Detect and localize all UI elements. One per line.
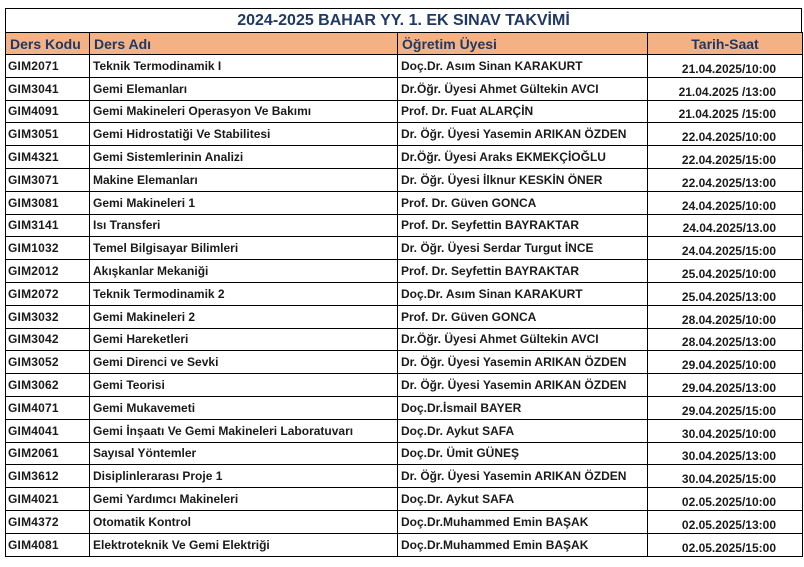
- cell-course-code[interactable]: GIM4091: [6, 100, 90, 123]
- cell-date-time[interactable]: 30.04.2025/10:00: [648, 419, 803, 442]
- cell-date-time[interactable]: 22.04.2025/15:00: [648, 146, 803, 169]
- cell-course-code[interactable]: GIM4071: [6, 396, 90, 419]
- cell-instructor[interactable]: Dr. Öğr. Üyesi Yasemin ARIKAN ÖZDEN: [398, 465, 648, 488]
- cell-instructor[interactable]: Doç.Dr. Ümit GÜNEŞ: [398, 442, 648, 465]
- cell-course-name[interactable]: Gemi Makineleri 1: [90, 191, 398, 214]
- cell-course-code[interactable]: GIM3042: [6, 328, 90, 351]
- cell-course-code[interactable]: GIM4041: [6, 419, 90, 442]
- cell-course-name[interactable]: Gemi Hidrostatiği Ve Stabilitesi: [90, 123, 398, 146]
- cell-course-code[interactable]: GIM3052: [6, 351, 90, 374]
- table-row: [6, 237, 803, 260]
- table-row: [6, 168, 803, 191]
- cell-instructor[interactable]: Prof. Dr. Güven GONCA: [398, 191, 648, 214]
- header-course-code[interactable]: Ders Kodu: [6, 33, 90, 55]
- cell-instructor[interactable]: Doç.Dr. Asım Sinan KARAKURT: [398, 55, 648, 78]
- table-row: [6, 282, 803, 305]
- table-row: [6, 465, 803, 488]
- table-row: [6, 510, 803, 533]
- cell-course-name[interactable]: Makine Elemanları: [90, 168, 398, 191]
- cell-course-name[interactable]: Gemi Mukavemeti: [90, 396, 398, 419]
- cell-course-code[interactable]: GIM4021: [6, 488, 90, 511]
- cell-date-time[interactable]: 21.04.2025 /15:00: [648, 100, 803, 123]
- cell-course-code[interactable]: GIM3081: [6, 191, 90, 214]
- table-row: [6, 396, 803, 419]
- cell-date-time[interactable]: 29.04.2025/15:00: [648, 396, 803, 419]
- cell-instructor[interactable]: Doç.Dr. Asım Sinan KARAKURT: [398, 282, 648, 305]
- cell-course-code[interactable]: GIM3141: [6, 214, 90, 237]
- cell-date-time[interactable]: 30.04.2025/13:00: [648, 442, 803, 465]
- cell-date-time[interactable]: 21.04.2025/10:00: [648, 55, 803, 78]
- cell-course-name[interactable]: Otomatik Kontrol: [90, 510, 398, 533]
- cell-date-time[interactable]: 30.04.2025/15:00: [648, 465, 803, 488]
- cell-course-code[interactable]: GIM3071: [6, 168, 90, 191]
- cell-course-name[interactable]: Disiplinlerarası Proje 1: [90, 465, 398, 488]
- cell-course-name[interactable]: Temel Bilgisayar Bilimleri: [90, 237, 398, 260]
- cell-course-code[interactable]: GIM2072: [6, 282, 90, 305]
- cell-instructor[interactable]: Dr. Öğr. Üyesi Yasemin ARIKAN ÖZDEN: [398, 374, 648, 397]
- cell-date-time[interactable]: 24.04.2025/15:00: [648, 237, 803, 260]
- cell-course-name[interactable]: Gemi Elemanları: [90, 77, 398, 100]
- cell-course-code[interactable]: GIM3062: [6, 374, 90, 397]
- table-row: [6, 442, 803, 465]
- cell-date-time[interactable]: 02.05.2025/13:00: [648, 510, 803, 533]
- cell-course-code[interactable]: GIM3612: [6, 465, 90, 488]
- cell-course-code[interactable]: GIM2012: [6, 260, 90, 283]
- cell-date-time[interactable]: 02.05.2025/10:00: [648, 488, 803, 511]
- exam-schedule-table: [5, 32, 803, 557]
- cell-course-name[interactable]: Akışkanlar Mekaniği: [90, 260, 398, 283]
- cell-course-name[interactable]: Teknik Termodinamik I: [90, 55, 398, 78]
- cell-instructor[interactable]: Doç.Dr. Aykut SAFA: [398, 488, 648, 511]
- cell-course-code[interactable]: GIM2061: [6, 442, 90, 465]
- table-row: [6, 328, 803, 351]
- table-row: [6, 55, 803, 78]
- cell-date-time[interactable]: 22.04.2025/13:00: [648, 168, 803, 191]
- cell-date-time[interactable]: 24.04.2025/10:00: [648, 191, 803, 214]
- table-row: [6, 77, 803, 100]
- header-instructor[interactable]: Öğretim Üyesi: [398, 33, 648, 55]
- cell-course-name[interactable]: Gemi Makineleri 2: [90, 305, 398, 328]
- cell-course-name[interactable]: Gemi Sistemlerinin Analizi: [90, 146, 398, 169]
- cell-date-time[interactable]: 29.04.2025/10:00: [648, 351, 803, 374]
- header-date-time[interactable]: Tarih-Saat: [648, 33, 803, 55]
- table-header-row: [6, 33, 803, 55]
- table-row: [6, 214, 803, 237]
- cell-date-time[interactable]: 28.04.2025/13:00: [648, 328, 803, 351]
- cell-course-name[interactable]: Gemi İnşaatı Ve Gemi Makineleri Laboratuvarı: [90, 419, 398, 442]
- table-row: [6, 419, 803, 442]
- table-row: [6, 100, 803, 123]
- cell-instructor[interactable]: Dr. Öğr. Üyesi Serdar Turgut İNCE: [398, 237, 648, 260]
- cell-course-name[interactable]: Gemi Makineleri Operasyon Ve Bakımı: [90, 100, 398, 123]
- cell-date-time[interactable]: 28.04.2025/10:00: [648, 305, 803, 328]
- cell-date-time[interactable]: 22.04.2025/10:00: [648, 123, 803, 146]
- table-row: [6, 374, 803, 397]
- table-body: [6, 55, 803, 557]
- cell-date-time[interactable]: 02.05.2025/15:00: [648, 533, 803, 556]
- cell-instructor[interactable]: Doç.Dr.İsmail BAYER: [398, 396, 648, 419]
- cell-instructor[interactable]: Prof. Dr. Seyfettin BAYRAKTAR: [398, 260, 648, 283]
- cell-course-name[interactable]: Sayısal Yöntemler: [90, 442, 398, 465]
- cell-instructor[interactable]: Dr. Öğr. Üyesi Yasemin ARIKAN ÖZDEN: [398, 351, 648, 374]
- sheet-title: 2024-2025 BAHAR YY. 1. EK SINAV TAKVİMİ: [5, 8, 802, 32]
- cell-date-time[interactable]: 24.04.2025/13.00: [648, 214, 803, 237]
- cell-course-name[interactable]: Gemi Hareketleri: [90, 328, 398, 351]
- cell-instructor[interactable]: Dr.Öğr. Üyesi Ahmet Gültekin AVCI: [398, 77, 648, 100]
- cell-course-name[interactable]: Gemi Direnci ve Sevki: [90, 351, 398, 374]
- cell-course-code[interactable]: GIM4372: [6, 510, 90, 533]
- cell-instructor[interactable]: Prof. Dr. Fuat ALARÇİN: [398, 100, 648, 123]
- table-row: [6, 260, 803, 283]
- table-row: [6, 191, 803, 214]
- cell-instructor[interactable]: Dr.Öğr. Üyesi Araks EKMEKÇİOĞLU: [398, 146, 648, 169]
- cell-date-time[interactable]: 25.04.2025/13:00: [648, 282, 803, 305]
- cell-instructor[interactable]: Prof. Dr. Seyfettin BAYRAKTAR: [398, 214, 648, 237]
- table-row: [6, 305, 803, 328]
- cell-date-time[interactable]: 25.04.2025/10:00: [648, 260, 803, 283]
- cell-course-code[interactable]: GIM3041: [6, 77, 90, 100]
- cell-instructor[interactable]: Doç.Dr.Muhammed Emin BAŞAK: [398, 533, 648, 556]
- cell-course-name[interactable]: Teknik Termodinamik 2: [90, 282, 398, 305]
- cell-course-code[interactable]: GIM4321: [6, 146, 90, 169]
- cell-date-time[interactable]: 29.04.2025/13:00: [648, 374, 803, 397]
- table-row: [6, 488, 803, 511]
- exam-schedule-sheet: [5, 8, 802, 557]
- cell-date-time[interactable]: 21.04.2025 /13:00: [648, 77, 803, 100]
- cell-course-code[interactable]: GIM4081: [6, 533, 90, 556]
- cell-instructor[interactable]: Doç.Dr.Muhammed Emin BAŞAK: [398, 510, 648, 533]
- table-row: [6, 123, 803, 146]
- table-row: [6, 533, 803, 556]
- cell-instructor[interactable]: Prof. Dr. Güven GONCA: [398, 305, 648, 328]
- cell-instructor[interactable]: Dr. Öğr. Üyesi İlknur KESKİN ÖNER: [398, 168, 648, 191]
- cell-course-code[interactable]: GIM1032: [6, 237, 90, 260]
- cell-course-name[interactable]: Gemi Teorisi: [90, 374, 398, 397]
- cell-instructor[interactable]: Dr.Öğr. Üyesi Ahmet Gültekin AVCI: [398, 328, 648, 351]
- cell-instructor[interactable]: Dr. Öğr. Üyesi Yasemin ARIKAN ÖZDEN: [398, 123, 648, 146]
- cell-course-name[interactable]: Elektroteknik Ve Gemi Elektriği: [90, 533, 398, 556]
- cell-course-code[interactable]: GIM3051: [6, 123, 90, 146]
- table-row: [6, 146, 803, 169]
- cell-course-name[interactable]: Isı Transferi: [90, 214, 398, 237]
- cell-course-name[interactable]: Gemi Yardımcı Makineleri: [90, 488, 398, 511]
- cell-course-code[interactable]: GIM2071: [6, 55, 90, 78]
- table-row: [6, 351, 803, 374]
- cell-course-code[interactable]: GIM3032: [6, 305, 90, 328]
- cell-instructor[interactable]: Doç.Dr. Aykut SAFA: [398, 419, 648, 442]
- header-course-name[interactable]: Ders Adı: [90, 33, 398, 55]
